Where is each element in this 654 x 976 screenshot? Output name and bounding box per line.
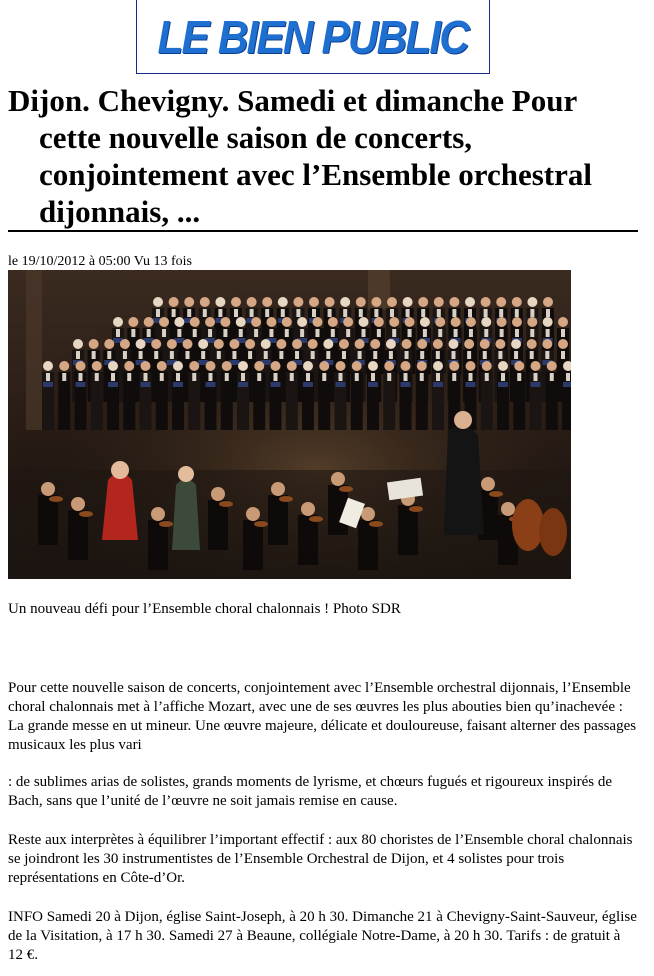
article-paragraph-2: : de sublimes arias de solistes, grands moments de lyrisme, et chœurs fugués et rigoureux inspirés de Bach, sans que l’unité de l’œuvre ne soit jamais remise en cause. [8, 774, 613, 809]
concert-photo-illustration [8, 270, 571, 579]
article-meta: le 19/10/2012 à 05:00 Vu 13 fois [8, 254, 193, 269]
article-paragraph-3: Reste aux interprètes à équilibrer l’important effectif : aux 80 choristes de l’Ensemble choral chalonnais se joindront les 30 instrumentistes de l’Ensemble Orchestral de Dijon, et 4 solistes pour trois représentations en Côte-d’Or. [8, 832, 633, 886]
newspaper-logo: LE BIEN PUBLIC [157, 10, 469, 63]
headline-divider [8, 230, 638, 232]
article-paragraph-1: Pour cette nouvelle saison de concerts, conjointement avec l’Ensemble orchestral dijonnais, l’Ensemble choral chalonnais met à l’affiche Mozart, avec une de ses œuvres les plus abouties bien qu’inachevée : La grande messe en ut mineur. Une œuvre majeure, délicate et douloureuse, faisant alterner des passages musicaux les plus vari [8, 680, 637, 753]
article-headline: Dijon. Chevigny. Samedi et dimanche Pour cette nouvelle saison de concerts, conjointement avec l’Ensemble orchestral dijonnais, ... [8, 83, 593, 229]
photo-caption: Un nouveau défi pour l’Ensemble choral chalonnais ! Photo SDR [8, 601, 401, 617]
newspaper-masthead [136, 0, 490, 74]
article-photo [8, 270, 571, 579]
article-paragraph-4: INFO Samedi 20 à Dijon, église Saint-Joseph, à 20 h 30. Dimanche 21 à Chevigny-Saint-Sauveur, église de la Visitation, à 17 h 30. Samedi 27 à Beaune, collégiale Notre-Dame, à 20 h 30. Tarifs : de gratuit à 12 €. [8, 909, 637, 963]
